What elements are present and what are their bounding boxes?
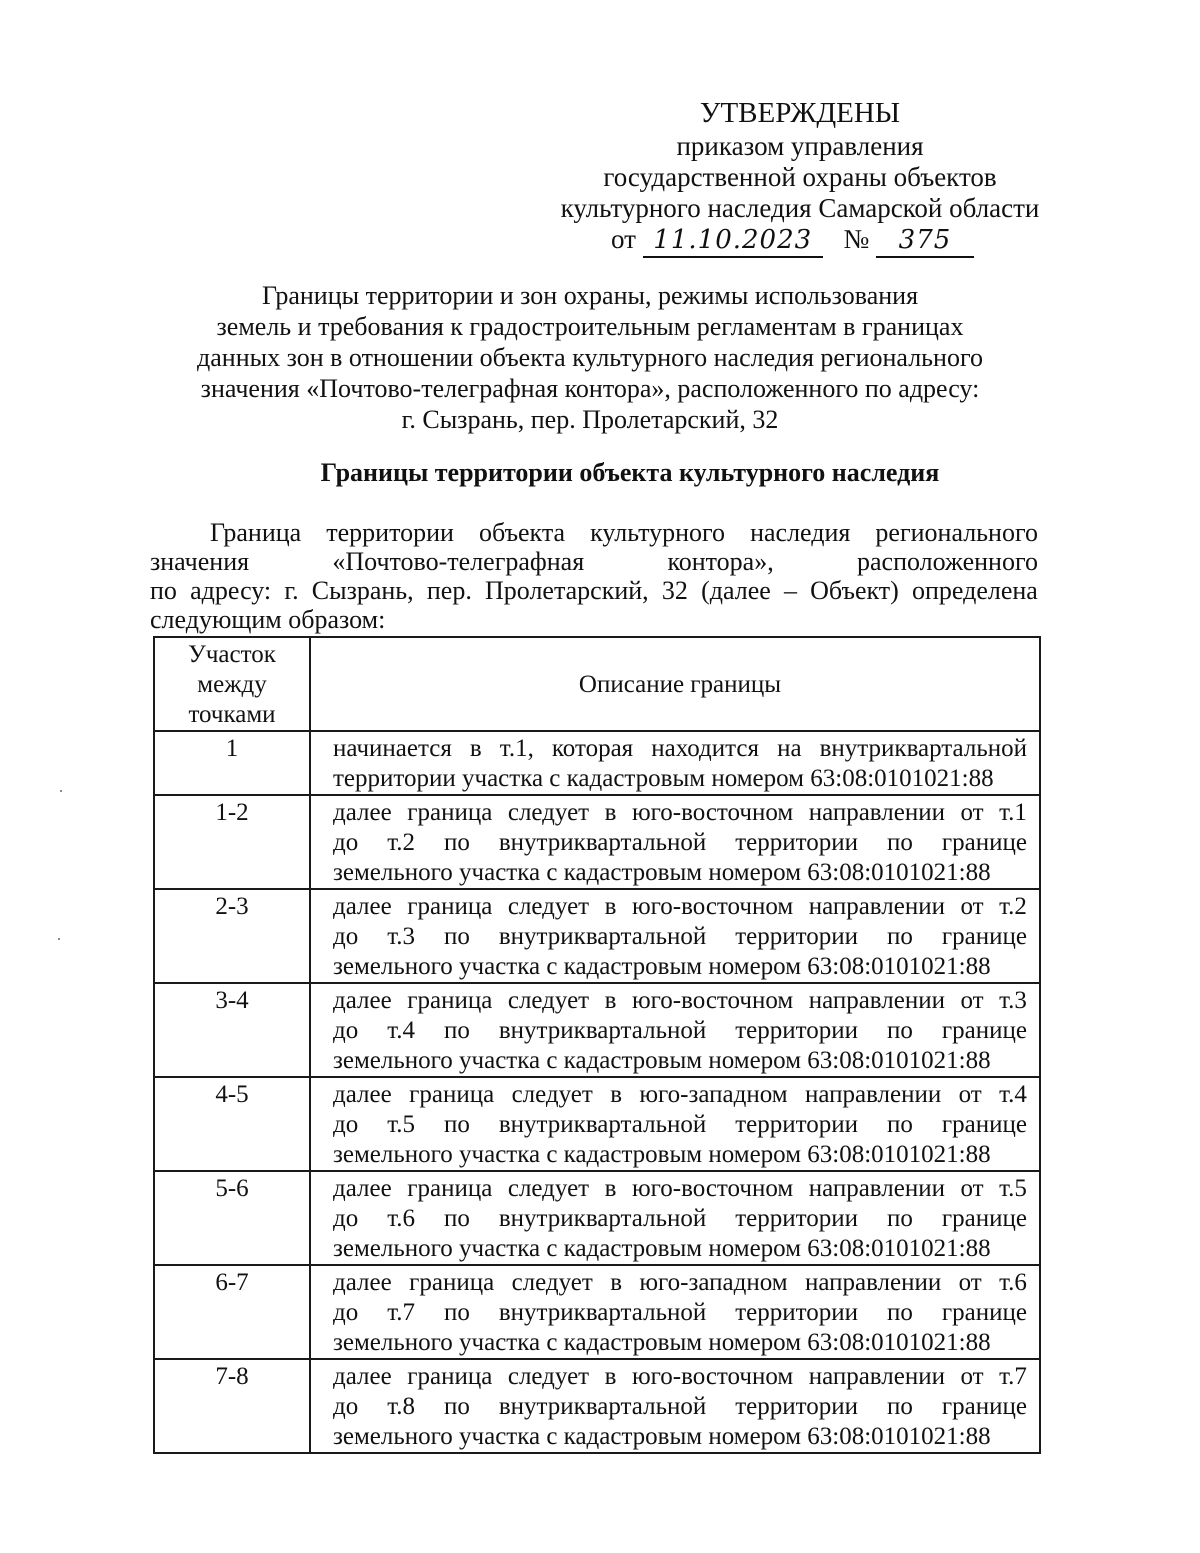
word: граница <box>409 1269 495 1296</box>
word: территории <box>735 1393 858 1420</box>
title-line: Границы территории и зон охраны, режимы использования <box>261 281 919 310</box>
word: по <box>444 1205 470 1232</box>
word: от <box>958 1269 982 1296</box>
document-title <box>150 280 1030 435</box>
segment-cell: 5-6 <box>154 1171 310 1265</box>
word: по <box>150 576 177 605</box>
word: определена <box>912 576 1038 605</box>
approval-line: государственной охраны объектов <box>603 162 997 192</box>
word: границе <box>941 1205 1027 1232</box>
word: территории <box>326 518 454 547</box>
word: далее <box>333 987 392 1014</box>
word: внутриквартальной <box>498 1299 707 1326</box>
table-row <box>154 731 1040 795</box>
description-line <box>333 1110 1027 1140</box>
word: далее <box>333 1175 392 1202</box>
word: по <box>444 1299 470 1326</box>
word: Граница <box>210 518 302 547</box>
table-header-row <box>154 637 1040 731</box>
word: граница <box>407 1363 493 1390</box>
word: т.3 <box>387 923 416 950</box>
table-row <box>154 1359 1040 1453</box>
word: по <box>444 923 470 950</box>
word: следует <box>511 1081 593 1108</box>
word: объекта <box>478 518 566 547</box>
word: т.4 <box>387 1017 416 1044</box>
segment-cell: 6-7 <box>154 1265 310 1359</box>
word: Пролетарский, <box>485 576 649 605</box>
word: по <box>886 1393 913 1420</box>
word: по <box>886 1205 913 1232</box>
word: 32 <box>661 576 688 605</box>
segment-cell: 1 <box>154 731 310 795</box>
word: по <box>444 1017 470 1044</box>
word: наследия <box>750 518 851 547</box>
word: территории <box>735 1299 858 1326</box>
scan-speck <box>60 790 62 792</box>
word: расположенного <box>856 547 1038 576</box>
description-cell <box>310 1265 1040 1359</box>
segment-cell: 3-4 <box>154 983 310 1077</box>
word: (далее <box>701 576 771 605</box>
word: в <box>469 735 482 762</box>
description-line <box>333 1204 1027 1234</box>
scan-speck <box>58 938 60 940</box>
title-line: данных зон в отношении объекта культурного наследия регионального <box>197 343 983 372</box>
word: юго-восточном <box>631 893 794 920</box>
description-line <box>333 798 1027 828</box>
word: по <box>444 1111 470 1138</box>
description-line: земельного участка с кадастровым номером 63:08:0101021:88 <box>333 1047 991 1074</box>
word: т.6 <box>999 1269 1027 1296</box>
word: граница <box>409 1081 495 1108</box>
approval-line: культурного наследия Самарской области <box>560 193 1040 223</box>
date-prefix: от <box>611 224 636 254</box>
table-row <box>154 889 1040 983</box>
word: в <box>604 987 617 1014</box>
segment-cell: 1-2 <box>154 795 310 889</box>
word: находится <box>651 735 759 762</box>
number-prefix: № <box>843 224 870 254</box>
description-cell <box>310 889 1040 983</box>
header-segment-line: Участок <box>188 641 276 668</box>
segment-cell: 2-3 <box>154 889 310 983</box>
table-row <box>154 1077 1040 1171</box>
header-segment-cell <box>154 637 310 731</box>
word: по <box>886 829 913 856</box>
word: т.6 <box>387 1205 416 1232</box>
word: т.8 <box>387 1393 416 1420</box>
word: т.1, <box>499 735 534 762</box>
description-line: земельного участка с кадастровым номером 63:08:0101021:88 <box>333 1329 991 1356</box>
header-description-cell: Описание границы <box>310 637 1040 731</box>
word: граница <box>407 1175 493 1202</box>
word: по <box>444 829 470 856</box>
description-line <box>333 922 1027 952</box>
word: в <box>604 799 617 826</box>
word: от <box>960 799 984 826</box>
word: юго-западном <box>639 1081 788 1108</box>
word: от <box>960 1175 984 1202</box>
word: направлении <box>808 987 945 1014</box>
word: регионального <box>875 518 1038 547</box>
word: т.1 <box>999 799 1027 826</box>
approval-heading: УТВЕРЖДЕНЫ <box>699 97 901 129</box>
intro-line <box>150 518 1038 547</box>
word: по <box>444 1393 470 1420</box>
description-line: территории участка с кадастровым номером 63:08:0101021:88 <box>333 765 994 792</box>
word: внутриквартальной <box>498 1111 707 1138</box>
word: границе <box>941 1111 1027 1138</box>
word: территории <box>735 1017 858 1044</box>
word: граница <box>407 987 493 1014</box>
order-date-handwritten: 11.10.2023 <box>643 225 823 258</box>
word: территории <box>735 1111 858 1138</box>
word: следует <box>507 1175 590 1202</box>
word: направлении <box>808 1175 945 1202</box>
word: адресу: <box>190 576 272 605</box>
word: г. <box>284 576 299 605</box>
word: на <box>777 735 802 762</box>
word: до <box>333 1299 359 1326</box>
header-segment-line: между <box>197 671 267 698</box>
word: следует <box>507 893 590 920</box>
word: до <box>333 1205 359 1232</box>
description-line: земельного участка с кадастровым номером 63:08:0101021:88 <box>333 1235 991 1262</box>
word: пер. <box>426 576 472 605</box>
word: внутриквартальной <box>498 1205 707 1232</box>
word: в <box>604 1175 617 1202</box>
word: границе <box>941 1017 1027 1044</box>
word: следует <box>507 987 590 1014</box>
description-line <box>333 1016 1027 1046</box>
word: по <box>886 1299 913 1326</box>
description-line: земельного участка с кадастровым номером 63:08:0101021:88 <box>333 859 991 886</box>
description-line: земельного участка с кадастровым номером 63:08:0101021:88 <box>333 1141 991 1168</box>
word: направлении <box>808 1363 945 1390</box>
word: до <box>333 923 359 950</box>
word: юго-западном <box>639 1269 788 1296</box>
word: до <box>333 829 359 856</box>
word: границе <box>941 1393 1027 1420</box>
description-line <box>333 1298 1027 1328</box>
description-line: земельного участка с кадастровым номером 63:08:0101021:88 <box>333 1423 991 1450</box>
word: в <box>604 893 617 920</box>
intro-line <box>150 576 1038 605</box>
word: от <box>960 987 984 1014</box>
header-segment-line: точками <box>188 701 276 728</box>
word: далее <box>333 1081 392 1108</box>
description-line <box>333 1392 1027 1422</box>
word: в <box>604 1363 617 1390</box>
word: юго-восточном <box>631 1363 794 1390</box>
description-cell <box>310 795 1040 889</box>
description-cell <box>310 1077 1040 1171</box>
word: внутриквартальной <box>498 1393 707 1420</box>
word: границе <box>941 1299 1027 1326</box>
word: по <box>886 1017 913 1044</box>
description-line <box>333 828 1027 858</box>
word: по <box>886 923 913 950</box>
word: далее <box>333 799 392 826</box>
word: границе <box>941 923 1027 950</box>
order-date-number-line <box>540 224 1060 258</box>
table-row <box>154 983 1040 1077</box>
description-line <box>333 1268 1027 1298</box>
word: по <box>886 1111 913 1138</box>
word: направлении <box>804 1269 942 1296</box>
approval-line: приказом управления <box>676 131 924 161</box>
word: территории <box>735 829 858 856</box>
description-cell <box>310 1171 1040 1265</box>
description-line <box>333 1080 1027 1110</box>
word: – <box>783 576 797 605</box>
word: т.5 <box>387 1111 416 1138</box>
word: «Почтово-телеграфная <box>332 547 585 576</box>
word: направлении <box>808 799 945 826</box>
description-line <box>333 1362 1027 1392</box>
word: начинается <box>333 735 452 762</box>
title-line: г. Сызрань, пер. Пролетарский, 32 <box>401 405 779 434</box>
word: в <box>610 1081 622 1108</box>
order-number-handwritten: 375 <box>876 225 974 258</box>
word: следует <box>511 1269 593 1296</box>
word: территории <box>735 1205 858 1232</box>
word: от <box>958 1081 982 1108</box>
word: внутриквартальной <box>819 735 1027 762</box>
title-line: значения «Почтово-телеграфная контора», расположенного по адресу: <box>200 374 980 403</box>
word: внутриквартальной <box>498 923 707 950</box>
description-line <box>333 892 1027 922</box>
word: т.7 <box>999 1363 1027 1390</box>
word: которая <box>551 735 634 762</box>
word: от <box>960 1363 984 1390</box>
title-line: земель и требования к градостроительным регламентам в границах <box>216 312 964 341</box>
table-row <box>154 795 1040 889</box>
segment-cell: 4-5 <box>154 1077 310 1171</box>
segment-cell: 7-8 <box>154 1359 310 1453</box>
word: границе <box>941 829 1027 856</box>
word: т.4 <box>999 1081 1027 1108</box>
description-cell <box>310 1359 1040 1453</box>
word: граница <box>407 799 493 826</box>
word: юго-восточном <box>631 1175 794 1202</box>
word: т.2 <box>999 893 1027 920</box>
word: до <box>333 1111 359 1138</box>
table-row <box>154 1171 1040 1265</box>
word: т.2 <box>387 829 416 856</box>
description-line <box>333 1174 1027 1204</box>
word: от <box>960 893 984 920</box>
boundary-table <box>153 636 1041 1454</box>
word: направлении <box>804 1081 942 1108</box>
word: до <box>333 1017 359 1044</box>
word: внутриквартальной <box>498 1017 707 1044</box>
word: значения <box>150 547 250 576</box>
intro-paragraph <box>150 518 1038 634</box>
word: следует <box>507 799 590 826</box>
word: т.7 <box>387 1299 416 1326</box>
word: Объект) <box>810 576 899 605</box>
description-line: земельного участка с кадастровым номером 63:08:0101021:88 <box>333 953 991 980</box>
intro-line: следующим образом: <box>150 605 386 634</box>
description-cell <box>310 983 1040 1077</box>
word: Сызрань, <box>311 576 414 605</box>
word: территории <box>735 923 858 950</box>
word: культурного <box>590 518 726 547</box>
section-title: Границы территории объекта культурного наследия <box>320 458 940 487</box>
word: т.3 <box>999 987 1027 1014</box>
word: контора», <box>667 547 774 576</box>
intro-line <box>150 547 1038 576</box>
word: юго-восточном <box>631 987 794 1014</box>
description-line <box>333 734 1027 764</box>
word: далее <box>333 1269 392 1296</box>
word: т.5 <box>999 1175 1027 1202</box>
approval-block <box>540 98 1060 258</box>
word: направлении <box>808 893 945 920</box>
table-row <box>154 1265 1040 1359</box>
description-line <box>333 986 1027 1016</box>
word: следует <box>507 1363 590 1390</box>
word: в <box>610 1269 622 1296</box>
word: далее <box>333 1363 392 1390</box>
word: далее <box>333 893 392 920</box>
word: до <box>333 1393 359 1420</box>
word: юго-восточном <box>631 799 794 826</box>
word: внутриквартальной <box>498 829 707 856</box>
description-cell <box>310 731 1040 795</box>
word: граница <box>407 893 493 920</box>
